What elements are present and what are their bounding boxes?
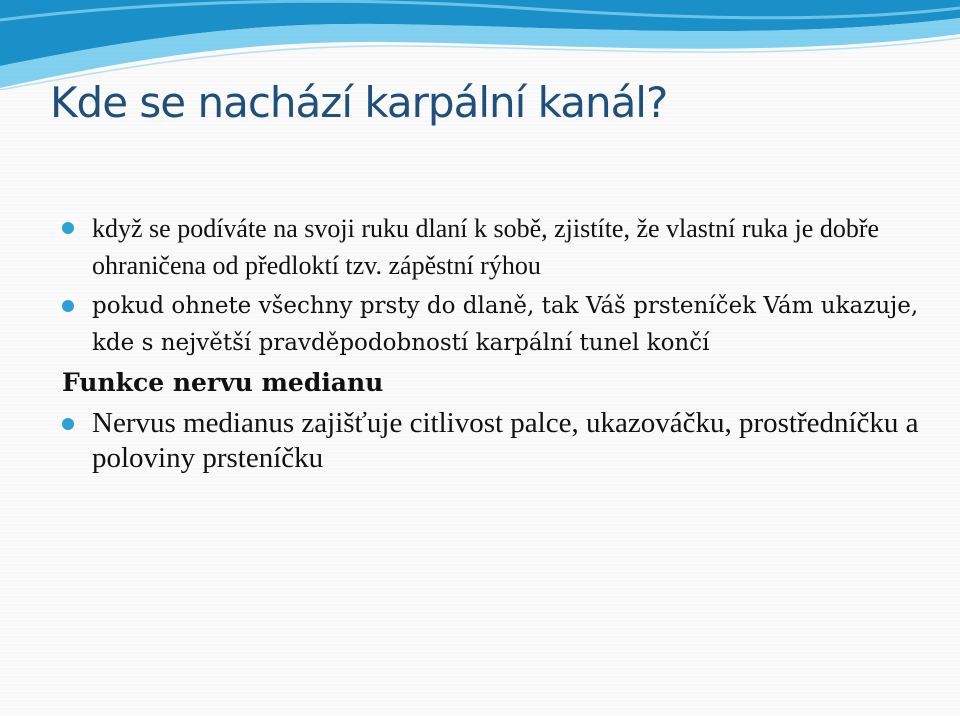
bullet-item bbox=[62, 406, 932, 476]
bullet-text: když se podíváte na svoji ruku dlaní k sobě, zjistíte, že vlastní ruka je dobře ohraničena od předloktí tzv. zápěstní rýhou bbox=[92, 214, 880, 280]
section-heading: Funkce nervu medianu bbox=[62, 368, 384, 397]
bullet-item bbox=[62, 288, 932, 362]
wave-banner bbox=[0, 0, 960, 90]
bullet-text: Nervus medianus zajišťuje citlivost palce, ukazováčku, prostředníčku a poloviny prsteníčku bbox=[92, 407, 919, 474]
bullet-dot-icon bbox=[62, 418, 74, 430]
bullet-dot-icon bbox=[62, 300, 74, 312]
bullet-dot-icon bbox=[62, 222, 74, 234]
slide-title: Kde se nachází karpální kanál? bbox=[50, 78, 668, 127]
bullet-item bbox=[62, 210, 932, 284]
bullet-text: pokud ohnete všechny prsty do dlaně, tak Váš prsteníček Vám ukazuje, kde s největší pravděpodobností karpální tunel končí bbox=[92, 293, 919, 356]
slide-content bbox=[62, 210, 932, 476]
